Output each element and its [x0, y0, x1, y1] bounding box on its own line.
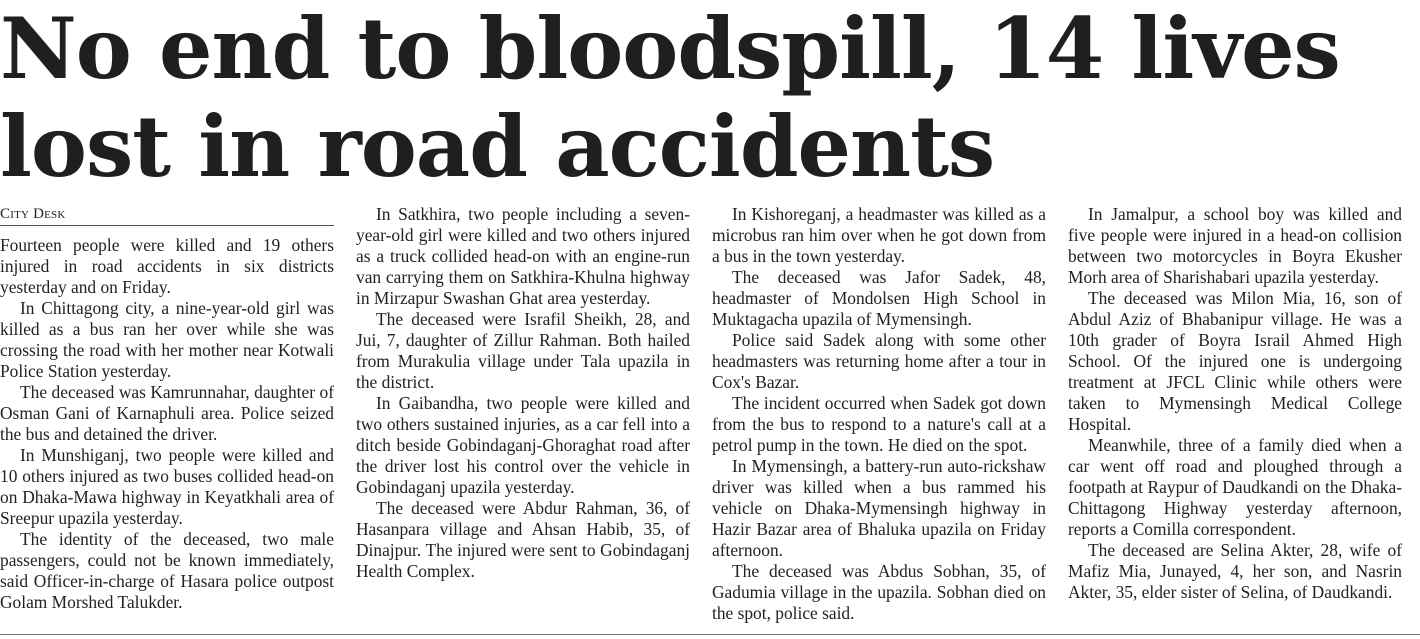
headline-line-2: lost in road accidents	[0, 97, 995, 196]
headline	[0, 0, 1420, 196]
paragraph: The identity of the deceased, two male passengers, could not be known immediately, said Officer-in-charge of Hasara police outpost Golam Morshed Talukder.	[0, 529, 334, 612]
headline-line-1: No end to bloodspill, 14 lives	[0, 0, 1340, 98]
paragraph: In Chittagong city, a nine-year-old girl was killed as a bus ran her over while she was crossing the road with her mother near Kotwali Police Station yesterday.	[0, 298, 334, 381]
paragraph: In Jamalpur, a school boy was killed and five people were injured in a head-on collision between two motorcycles in Boyra Ekusher Morh area of Sharishabari upazila yesterday.	[1068, 204, 1402, 287]
article-column-1	[0, 204, 334, 613]
article-column-4	[1068, 204, 1402, 603]
paragraph: The deceased was Abdus Sobhan, 35, of Gadumia village in the upazila. Sobhan died on the spot, police said.	[712, 561, 1046, 623]
article-column-3	[712, 204, 1046, 624]
paragraph: The deceased was Milon Mia, 16, son of Abdul Aziz of Bhabanipur village. He was a 10th grader of Boyra Israil Ahmed High School. Of the injured one is undergoing treatment at JFCL Clinic while others were taken to Mymensingh Medical College Hospital.	[1068, 288, 1402, 434]
paragraph: The deceased were Israfil Sheikh, 28, and Jui, 7, daughter of Zillur Rahman. Both hailed from Murakulia village under Tala upazila in the district.	[356, 309, 690, 392]
paragraph: The incident occurred when Sadek got down from the bus to respond to a nature's call at a petrol pump in the town. He died on the spot.	[712, 393, 1046, 455]
paragraph: Police said Sadek along with some other headmasters was returning home after a tour in Cox's Bazar.	[712, 330, 1046, 392]
article-column-2	[356, 204, 690, 582]
paragraph: In Mymensingh, a battery-run auto-rickshaw driver was killed when a bus rammed his vehicle on Dhaka-Mymensingh highway in Hazir Bazar area of Bhaluka upazila on Friday afternoon.	[712, 456, 1046, 560]
paragraph: The deceased was Kamrunnahar, daughter of Osman Gani of Karnaphuli area. Police seized the bus and detained the driver.	[0, 382, 334, 444]
paragraph: In Munshiganj, two people were killed and 10 others injured as two buses collided head-on on Dhaka-Mawa highway in Keyatkhali area of Sreepur upazila yesterday.	[0, 445, 334, 528]
paragraph: Meanwhile, three of a family died when a car went off road and ploughed through a footpath at Raypur of Daudkandi on the Dhaka-Chittagong Highway yesterday afternoon, reports a Comilla correspondent.	[1068, 435, 1402, 539]
paragraph: Fourteen people were killed and 19 others injured in road accidents in six districts yesterday and on Friday.	[0, 235, 334, 297]
paragraph: In Gaibandha, two people were killed and two others sustained injuries, as a car fell into a ditch beside Gobindaganj-Ghoraghat road after the driver lost his control over the vehicle in Gobindaganj upazila yesterday.	[356, 393, 690, 497]
paragraph: The deceased are Selina Akter, 28, wife of Mafiz Mia, Junayed, 4, her son, and Nasrin Akter, 35, elder sister of Selina, of Daudkandi.	[1068, 540, 1402, 602]
bottom-rule	[0, 634, 1420, 635]
paragraph: The deceased were Abdur Rahman, 36, of Hasanpara village and Ahsan Habib, 35, of Dinajpur. The injured were sent to Gobindaganj Health Complex.	[356, 498, 690, 581]
paragraph: In Kishoreganj, a headmaster was killed as a microbus ran him over when he got down from a bus in the town yesterday.	[712, 204, 1046, 266]
paragraph: In Satkhira, two people including a seven-year-old girl were killed and two others injured as a truck collided head-on with an engine-run van carrying them on Satkhira-Khulna highway in Mirzapur Swashan Ghat area yesterday.	[356, 204, 690, 308]
paragraph: The deceased was Jafor Sadek, 48, headmaster of Mondolsen High School in Muktagacha upazila of Mymensingh.	[712, 267, 1046, 329]
byline: City Desk	[0, 204, 334, 226]
